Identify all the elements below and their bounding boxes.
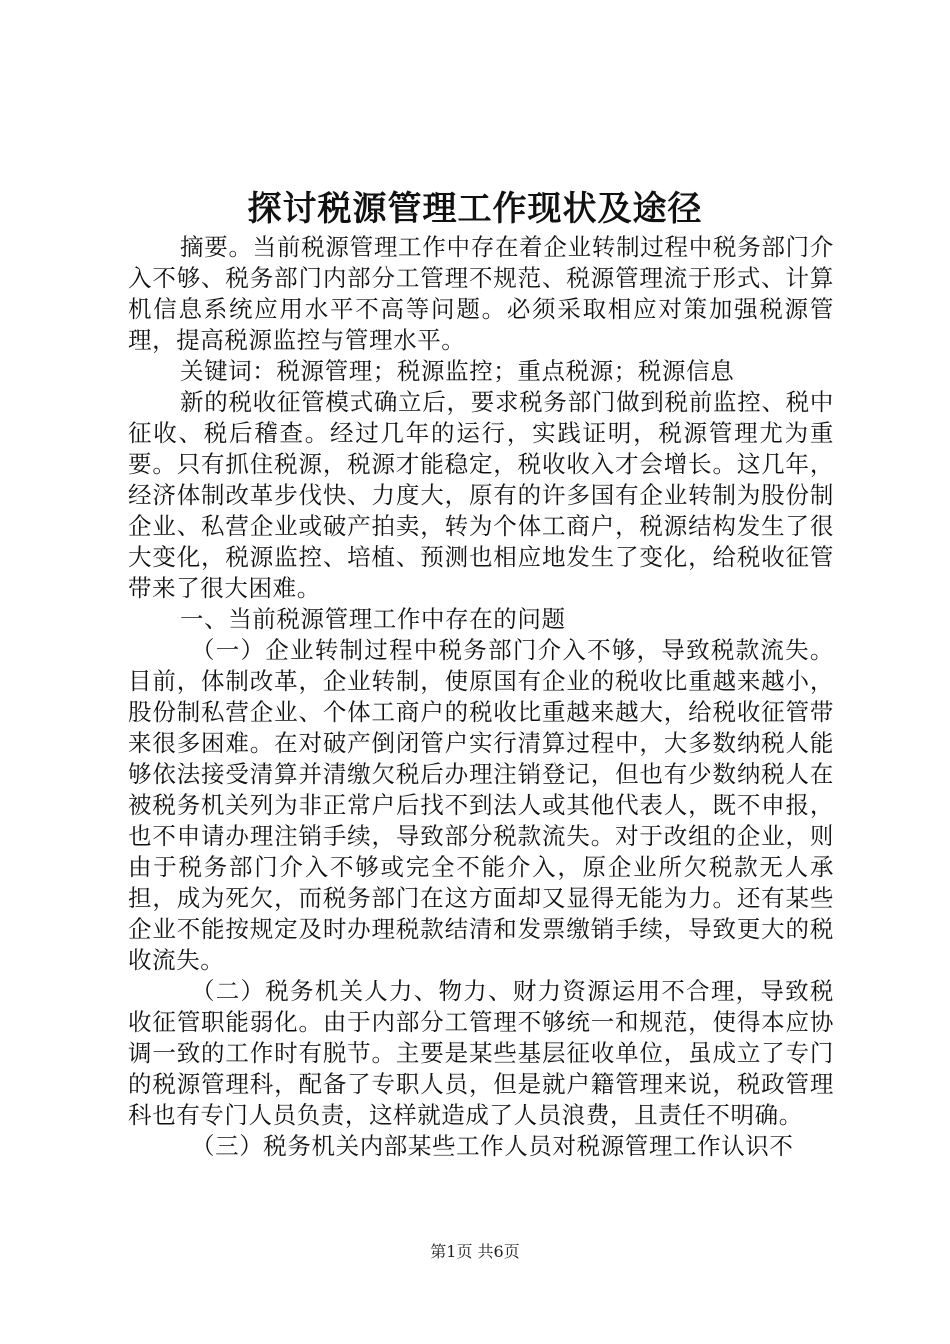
document-title: 探讨税源管理工作现状及途径 <box>247 189 703 229</box>
abstract-paragraph: 摘要。当前税源管理工作中存在着企业转制过程中税务部门介入不够、税务部门内部分工管理不规范、税源管理流于形式、计算机信息系统应用水平不高等问题。必须采取相应对策加强税源管理，提高税源监控与管理水平。 <box>128 233 834 354</box>
keywords-paragraph: 关键词：税源管理；税源监控；重点税源；税源信息 <box>180 357 735 385</box>
subsection-3-paragraph: （三）税务机关内部某些工作人员对税源管理工作认识不 <box>191 1132 794 1160</box>
subsection-1-paragraph: （一）企业转制过程中税务部门介入不够，导致税款流失。目前，体制改革，企业转制，使原国有企业的税收比重越来越小，股份制私营企业、个体工商户的税收比重越来越大，给税收征管带来很多困难。在对破产倒闭管户实行清算过程中，大多数纳税人能够依法接受清算并清缴欠税后办理注销登记，但也有少数纳税人在被税务机关列为非正常户后找不到法人或其他代表人，既不申报，也不申请办理注销手续，导致部分税款流失。对于改组的企业，则由于税务部门介入不够或完全不能介入，原企业所欠税款无人承担，成为死欠，而税务部门在这方面却又显得无能为力。还有某些企业不能按规定及时办理税款结清和发票缴销手续，导致更大的税收流失。 <box>128 636 834 974</box>
document-body <box>128 232 834 1162</box>
section-heading: 一、当前税源管理工作中存在的问题 <box>180 605 566 633</box>
subsection-2-paragraph: （二）税务机关人力、物力、财力资源运用不合理，导致税收征管职能弱化。由于内部分工管理不够统一和规范，使得本应协调一致的工作时有脱节。主要是某些基层征收单位，虽成立了专门的税源管理科，配备了专职人员，但是就户籍管理来说，税政管理科也有专门人员负责，这样就造成了人员浪费，且责任不明确。 <box>128 977 834 1129</box>
intro-paragraph: 新的税收征管模式确立后，要求税务部门做到税前监控、税中征收、税后稽查。经过几年的运行，实践证明，税源管理尤为重要。只有抓住税源，税源才能稳定，税收收入才会增长。这几年，经济体制改革步伐快、力度大，原有的许多国有企业转制为股份制企业、私营企业或破产拍卖，转为个体工商户，税源结构发生了很大变化，税源监控、培植、预测也相应地发生了变化，给税收征管带来了很大困难。 <box>128 388 834 602</box>
page-footer: 第1页 共6页 <box>430 1242 520 1261</box>
